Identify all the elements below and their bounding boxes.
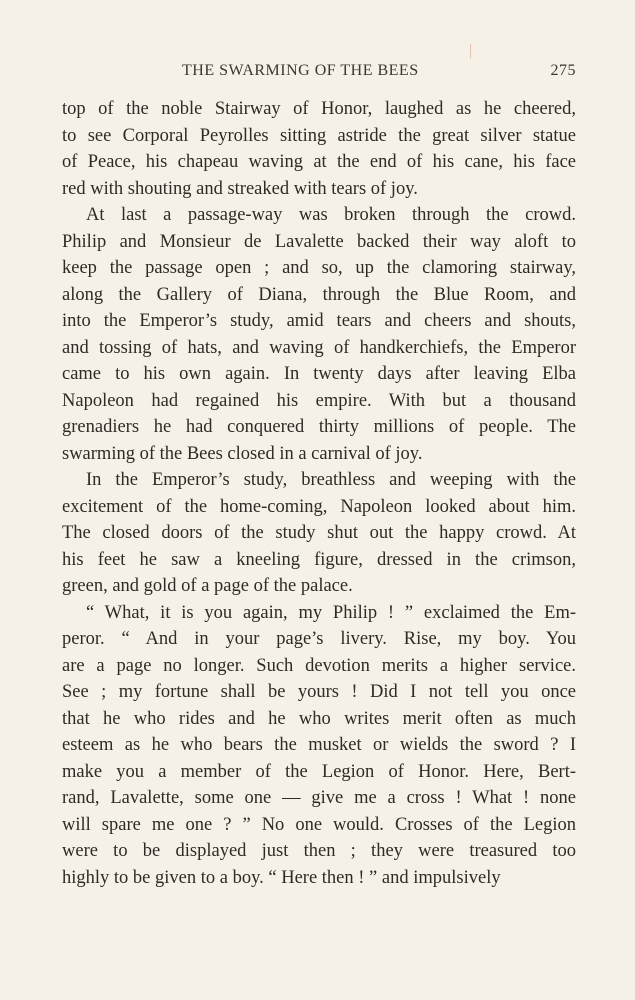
text-line: rand, Lavalette, some one — give me a cross ! What ! none [62,788,576,808]
text-line: will spare me one ? ” No one would. Crosses of the Legion [62,814,576,835]
text-line: came to his own again. In twenty days after leaving Elba [62,364,576,384]
text-line: In the Emperor’s study, breathless and weeping with the [86,470,576,490]
text-line: The closed doors of the study shut out the happy crowd. At [62,523,576,543]
text-line: swarming of the Bees closed in a carnival of joy. [62,443,423,464]
text-line: to see Corporal Peyrolles sitting astride the great silver statue [62,125,576,146]
margin-mark [470,44,471,58]
text-line: into the Emperor’s study, amid tears and cheers and shouts, [62,311,576,331]
text-line: his feet he saw a kneeling figure, dressed in the crimson, [62,549,576,570]
text-line: make you a member of the Legion of Honor. Here, Bert- [62,761,576,782]
text-line: Napoleon had regained his empire. With but a thousand [62,390,576,411]
text-line: that he who rides and he who writes merit often as much [62,708,576,729]
text-line: highly to be given to a boy. “ Here then ! ” and impulsively [62,867,501,888]
text-line: Philip and Monsieur de Lavalette backed their way aloft to [62,231,576,252]
text-line: grenadiers he had conquered thirty millions of people. The [62,417,576,437]
text-line: and tossing of hats, and waving of handkerchiefs, the Emperor [62,337,576,358]
text-line: At last a passage-way was broken through the crowd. [86,205,576,225]
text-line: peror. “ And in your page’s livery. Rise, my boy. You [62,629,576,649]
text-line: are a page no longer. Such devotion merits a higher service. [62,655,576,676]
body-text [62,96,576,891]
text-line: top of the noble Stairway of Honor, laughed as he cheered, [62,99,576,119]
page-number: 275 [550,62,576,79]
text-line: green, and gold of a page of the palace. [62,576,353,596]
text-line: “ What, it is you again, my Philip ! ” exclaimed the Em- [86,602,576,623]
text-line: of Peace, his chapeau waving at the end of his cane, his face [62,152,576,172]
text-line: along the Gallery of Diana, through the Blue Room, and [62,284,576,305]
text-line: See ; my fortune shall be yours ! Did I not tell you once [62,682,576,702]
running-head: THE SWARMING OF THE BEES [182,62,419,79]
text-line: keep the passage open ; and so, up the clamoring stairway, [62,258,576,278]
text-line: excitement of the home-coming, Napoleon looked about him. [62,496,576,517]
text-line: esteem as he who bears the musket or wields the sword ? I [62,735,576,755]
text-line: red with shouting and streaked with tears of joy. [62,178,418,199]
text-line: were to be displayed just then ; they were treasured too [62,841,576,861]
page-header [62,62,576,86]
